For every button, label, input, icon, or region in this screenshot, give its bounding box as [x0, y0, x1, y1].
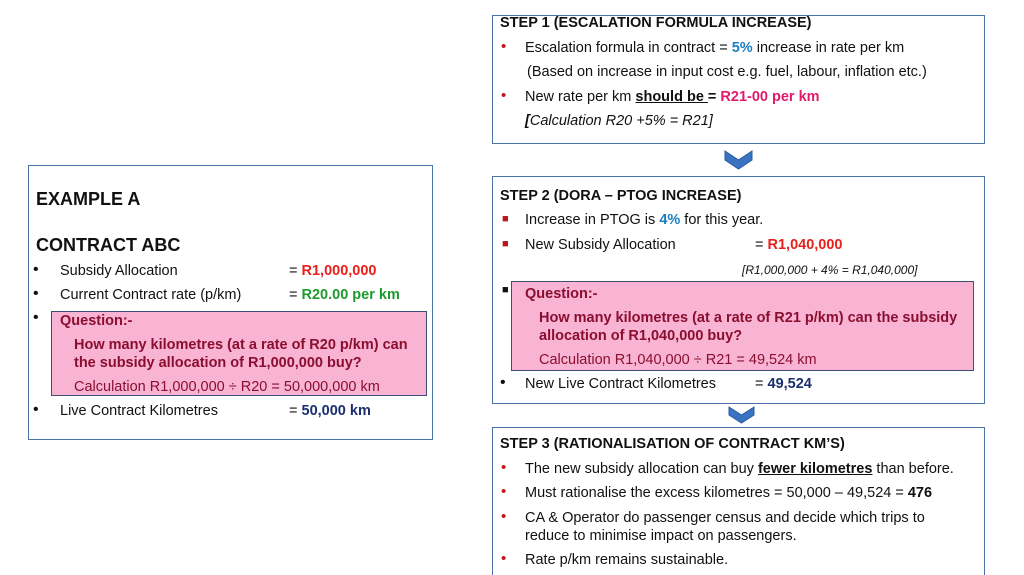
square-bullet-icon: ■ — [502, 213, 509, 225]
new-subsidy-calculation: [R1,000,000 + 4% = R1,040,000] — [742, 263, 918, 277]
round-bullet-icon: • — [33, 285, 39, 302]
equals-sign: = — [707, 89, 721, 105]
live-km-value: 50,000 km — [301, 403, 371, 419]
subsidy-value-row — [289, 263, 376, 279]
live-km-label: Live Contract Kilometres — [60, 403, 218, 419]
escalation-text: Escalation formula in contract = — [525, 40, 732, 56]
step2-question-title: Question:- — [525, 286, 598, 302]
subsidy-buy-text-post: than before. — [872, 461, 954, 477]
step2-question-calculation: Calculation R1,040,000 ÷ R21 = 49,524 km — [539, 352, 817, 368]
square-bullet-icon: ■ — [502, 284, 509, 296]
subsidy-buy-text: The new subsidy allocation can buy — [525, 461, 758, 477]
question-line-1: How many kilometres (at a rate of R20 p/km) can — [74, 337, 408, 353]
new-live-km-value: 49,524 — [767, 376, 812, 392]
round-bullet-icon: • — [33, 261, 39, 278]
new-live-km-label: New Live Contract Kilometres — [525, 376, 716, 392]
step3-bullet-2 — [525, 485, 932, 501]
new-rate-text: New rate per km — [525, 89, 636, 105]
contract-title: CONTRACT ABC — [36, 235, 181, 255]
should-be-text: should be — [635, 89, 708, 105]
escalation-text-post: increase in rate per km — [752, 40, 905, 56]
new-subsidy-label: New Subsidy Allocation — [525, 237, 676, 253]
step3-bullet-4: Rate p/km remains sustainable. — [525, 552, 729, 568]
step2-bullet-1 — [525, 212, 763, 228]
equals-sign: = — [755, 376, 764, 392]
ptog-text-post: for this year. — [680, 212, 764, 228]
step2-question-line-1: How many kilometres (at a rate of R21 p/km) can the subsidy — [539, 310, 958, 326]
round-bullet-icon: • — [33, 309, 39, 326]
step3-bullet-1 — [525, 461, 954, 477]
step1-calculation — [525, 113, 713, 129]
question-calculation: Calculation R1,000,000 ÷ R20 = 50,000,000 km — [74, 379, 380, 395]
ptog-percent: 4% — [659, 212, 681, 228]
step2-question-line-2: allocation of R1,040,000 buy? — [539, 328, 743, 344]
calc-text: Calculation R20 +5% = R21] — [529, 113, 713, 129]
round-bullet-icon: • — [501, 508, 507, 525]
new-rate-value: R21-00 per km — [720, 89, 820, 105]
step3-title: STEP 3 (RATIONALISATION OF CONTRACT KM’S) — [500, 436, 845, 452]
question-title: Question:- — [60, 313, 133, 329]
live-km-value-row — [289, 403, 371, 419]
round-bullet-icon: • — [33, 401, 39, 418]
ptog-text: Increase in PTOG is — [525, 212, 660, 228]
new-subsidy-value-row — [755, 237, 842, 253]
round-bullet-icon: • — [500, 374, 506, 391]
step3-bullet-3-line-2: reduce to minimise impact on passengers. — [525, 528, 797, 544]
step1-bullet-2 — [525, 89, 820, 105]
down-chevron-arrow-icon — [728, 405, 755, 425]
subsidy-value: R1,000,000 — [301, 263, 377, 279]
example-heading: EXAMPLE A — [36, 189, 141, 209]
step2-title: STEP 2 (DORA – PTOG INCREASE) — [500, 188, 742, 204]
rate-value: R20.00 per km — [301, 287, 400, 303]
escalation-percent: 5% — [731, 40, 753, 56]
round-bullet-icon: • — [501, 459, 507, 476]
equals-sign: = — [289, 403, 298, 419]
down-chevron-arrow-icon — [724, 149, 753, 171]
equals-sign: = — [289, 287, 298, 303]
equals-sign: = — [755, 237, 764, 253]
rationalise-text: Must rationalise the excess kilometres = 50,000 – 49,524 = — [525, 485, 908, 501]
subsidy-label: Subsidy Allocation — [60, 263, 178, 279]
fewer-km-text: fewer kilometres — [757, 461, 873, 477]
new-subsidy-value: R1,040,000 — [767, 237, 843, 253]
equals-sign: = — [289, 263, 298, 279]
round-bullet-icon: • — [501, 38, 507, 55]
round-bullet-icon: • — [501, 87, 507, 104]
rate-value-row — [289, 287, 400, 303]
step1-bullet-1 — [525, 40, 904, 56]
step1-bullet-1-sub: (Based on increase in input cost e.g. fuel, labour, inflation etc.) — [527, 64, 927, 80]
step3-bullet-3-line-1: CA & Operator do passenger census and decide which trips to — [525, 510, 925, 526]
round-bullet-icon: • — [501, 550, 507, 567]
step1-title: STEP 1 (ESCALATION FORMULA INCREASE) — [500, 15, 812, 31]
excess-km-value: 476 — [907, 485, 933, 501]
round-bullet-icon: • — [501, 483, 507, 500]
new-live-km-value-row — [755, 376, 812, 392]
calc-bracket: [ — [525, 113, 530, 129]
question-line-2: the subsidy allocation of R1,000,000 buy? — [74, 355, 362, 371]
rate-label: Current Contract rate (p/km) — [60, 287, 242, 303]
square-bullet-icon: ■ — [502, 238, 509, 250]
